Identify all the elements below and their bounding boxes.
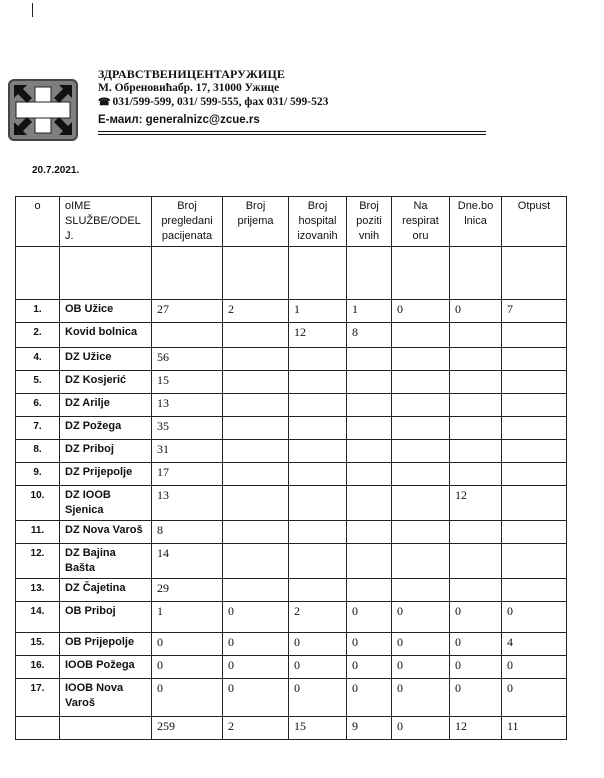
table-row bbox=[16, 656, 567, 679]
row-value-cell: 14 bbox=[152, 544, 223, 579]
column-header-respirator: Na respirat oru bbox=[392, 197, 450, 247]
row-number: 16. bbox=[16, 656, 60, 679]
row-value-cell: 0 bbox=[223, 633, 289, 656]
row-department-name: DZ Arilje bbox=[60, 394, 152, 417]
row-value-cell bbox=[392, 579, 450, 602]
row-value-cell bbox=[392, 463, 450, 486]
row-value-cell bbox=[392, 348, 450, 371]
row-value-cell bbox=[223, 348, 289, 371]
row-value-cell bbox=[223, 486, 289, 521]
row-value-cell: 0 bbox=[223, 656, 289, 679]
row-value-cell: 0 bbox=[502, 679, 567, 717]
row-value-cell bbox=[502, 486, 567, 521]
row-value-cell bbox=[392, 371, 450, 394]
row-value-cell: 0 bbox=[347, 656, 392, 679]
row-value-cell bbox=[450, 323, 502, 348]
row-value-cell: 0 bbox=[450, 300, 502, 323]
row-value-cell: 31 bbox=[152, 440, 223, 463]
row-department-name: DZ Priboj bbox=[60, 440, 152, 463]
row-value-cell: 1 bbox=[289, 300, 347, 323]
row-value-cell bbox=[223, 463, 289, 486]
table-header-row bbox=[16, 197, 567, 247]
row-value-cell bbox=[347, 417, 392, 440]
row-value-cell bbox=[450, 371, 502, 394]
organization-email: E-маил: generalnizc@zcue.rs bbox=[98, 114, 260, 126]
report-date: 20.7.2021. bbox=[32, 165, 80, 176]
row-value-cell bbox=[347, 463, 392, 486]
row-value-cell: 0 bbox=[392, 602, 450, 633]
row-value-cell: 15 bbox=[152, 371, 223, 394]
row-number: 12. bbox=[16, 544, 60, 579]
row-value-cell bbox=[223, 417, 289, 440]
row-value-cell: 0 bbox=[450, 656, 502, 679]
column-header-admissions: Broj prijema bbox=[223, 197, 289, 247]
letterhead-divider-bottom bbox=[98, 134, 486, 135]
totals-empty-cell bbox=[16, 717, 60, 740]
totals-value-cell: 259 bbox=[152, 717, 223, 740]
row-value-cell: 29 bbox=[152, 579, 223, 602]
totals-value-cell: 12 bbox=[450, 717, 502, 740]
telephone-icon: ☎ bbox=[98, 97, 111, 108]
row-value-cell: 2 bbox=[223, 300, 289, 323]
row-value-cell: 0 bbox=[347, 633, 392, 656]
row-value-cell: 0 bbox=[152, 656, 223, 679]
row-value-cell bbox=[223, 394, 289, 417]
totals-value-cell: 2 bbox=[223, 717, 289, 740]
totals-value-cell: 15 bbox=[289, 717, 347, 740]
row-number: 13. bbox=[16, 579, 60, 602]
row-department-name: DZ Prijepolje bbox=[60, 463, 152, 486]
row-number: 9. bbox=[16, 463, 60, 486]
row-value-cell: 13 bbox=[152, 486, 223, 521]
row-value-cell bbox=[347, 579, 392, 602]
row-value-cell bbox=[289, 486, 347, 521]
table-row bbox=[16, 440, 567, 463]
row-value-cell bbox=[223, 440, 289, 463]
row-value-cell bbox=[450, 521, 502, 544]
row-value-cell bbox=[450, 394, 502, 417]
row-value-cell bbox=[450, 463, 502, 486]
row-department-name: DZ Bajina Bašta bbox=[60, 544, 152, 579]
row-department-name: DZ Požega bbox=[60, 417, 152, 440]
row-value-cell: 17 bbox=[152, 463, 223, 486]
row-value-cell bbox=[392, 486, 450, 521]
row-value-cell bbox=[347, 371, 392, 394]
totals-value-cell: 9 bbox=[347, 717, 392, 740]
row-value-cell bbox=[289, 348, 347, 371]
row-value-cell: 8 bbox=[152, 521, 223, 544]
row-value-cell bbox=[347, 440, 392, 463]
row-value-cell: 12 bbox=[450, 486, 502, 521]
row-number: 6. bbox=[16, 394, 60, 417]
table-row bbox=[16, 486, 567, 521]
row-value-cell: 0 bbox=[450, 602, 502, 633]
totals-empty-cell bbox=[60, 717, 152, 740]
row-value-cell: 13 bbox=[152, 394, 223, 417]
row-department-name: Kovid bolnica bbox=[60, 323, 152, 348]
row-value-cell bbox=[223, 521, 289, 544]
row-value-cell: 7 bbox=[502, 300, 567, 323]
table-blank-row bbox=[16, 247, 567, 300]
column-header-department: oIME SLUŽBE/ODEL J. bbox=[60, 197, 152, 247]
row-value-cell: 12 bbox=[289, 323, 347, 348]
row-number: 1. bbox=[16, 300, 60, 323]
row-value-cell bbox=[289, 544, 347, 579]
table-row bbox=[16, 371, 567, 394]
row-value-cell: 0 bbox=[392, 679, 450, 717]
table-row bbox=[16, 417, 567, 440]
table-row bbox=[16, 579, 567, 602]
row-value-cell bbox=[450, 417, 502, 440]
row-value-cell bbox=[502, 394, 567, 417]
text-cursor bbox=[32, 3, 33, 17]
row-value-cell: 27 bbox=[152, 300, 223, 323]
row-department-name: OB Priboj bbox=[60, 602, 152, 633]
row-department-name: DZ Čajetina bbox=[60, 579, 152, 602]
row-value-cell bbox=[392, 544, 450, 579]
column-header-positive: Broj poziti vnih bbox=[347, 197, 392, 247]
row-number: 7. bbox=[16, 417, 60, 440]
row-value-cell: 0 bbox=[502, 656, 567, 679]
table-row bbox=[16, 394, 567, 417]
row-value-cell: 35 bbox=[152, 417, 223, 440]
row-number: 4. bbox=[16, 348, 60, 371]
row-value-cell bbox=[289, 579, 347, 602]
table-row bbox=[16, 521, 567, 544]
column-header-hospitalized: Broj hospital izovanih bbox=[289, 197, 347, 247]
row-value-cell bbox=[450, 348, 502, 371]
letterhead bbox=[98, 67, 518, 127]
row-value-cell bbox=[502, 348, 567, 371]
row-value-cell bbox=[347, 521, 392, 544]
row-department-name: DZ Užice bbox=[60, 348, 152, 371]
row-number: 10. bbox=[16, 486, 60, 521]
organization-address: М. Обреновићабр. 17, 31000 Ужице bbox=[98, 82, 280, 94]
organization-name: ЗДРАВСТВЕНИЦЕНТАРУЖИЦЕ bbox=[98, 67, 285, 81]
row-value-cell: 0 bbox=[347, 602, 392, 633]
row-value-cell: 1 bbox=[347, 300, 392, 323]
table-row bbox=[16, 679, 567, 717]
row-value-cell bbox=[289, 371, 347, 394]
row-value-cell bbox=[347, 486, 392, 521]
row-value-cell bbox=[502, 371, 567, 394]
row-value-cell bbox=[289, 394, 347, 417]
row-value-cell: 0 bbox=[152, 679, 223, 717]
row-value-cell bbox=[289, 440, 347, 463]
row-value-cell: 0 bbox=[450, 679, 502, 717]
row-value-cell bbox=[223, 371, 289, 394]
row-value-cell: 0 bbox=[223, 679, 289, 717]
row-value-cell: 0 bbox=[223, 602, 289, 633]
table-row bbox=[16, 602, 567, 633]
column-header-discharge: Otpust bbox=[502, 197, 567, 247]
row-value-cell bbox=[223, 323, 289, 348]
table-row bbox=[16, 323, 567, 348]
row-value-cell bbox=[502, 521, 567, 544]
table-row bbox=[16, 463, 567, 486]
row-number: 8. bbox=[16, 440, 60, 463]
row-value-cell bbox=[289, 417, 347, 440]
row-value-cell: 0 bbox=[392, 656, 450, 679]
column-header-day-hospital: Dne.bo lnica bbox=[450, 197, 502, 247]
row-value-cell bbox=[392, 440, 450, 463]
row-value-cell bbox=[450, 579, 502, 602]
row-value-cell bbox=[392, 417, 450, 440]
row-value-cell bbox=[450, 440, 502, 463]
row-department-name: IOOB Nova Varoš bbox=[60, 679, 152, 717]
table-totals-row bbox=[16, 717, 567, 740]
row-value-cell bbox=[502, 544, 567, 579]
totals-value-cell: 0 bbox=[392, 717, 450, 740]
row-number: 11. bbox=[16, 521, 60, 544]
row-value-cell: 2 bbox=[289, 602, 347, 633]
organization-phone-line bbox=[98, 95, 518, 110]
table-row bbox=[16, 633, 567, 656]
row-value-cell bbox=[502, 440, 567, 463]
row-department-name: OB Užice bbox=[60, 300, 152, 323]
row-value-cell bbox=[347, 348, 392, 371]
row-value-cell bbox=[347, 394, 392, 417]
row-number: 15. bbox=[16, 633, 60, 656]
row-department-name: IOOB Požega bbox=[60, 656, 152, 679]
row-value-cell bbox=[502, 579, 567, 602]
row-number: 2. bbox=[16, 323, 60, 348]
row-value-cell: 0 bbox=[289, 633, 347, 656]
health-center-logo bbox=[8, 79, 78, 141]
row-value-cell: 0 bbox=[450, 633, 502, 656]
row-value-cell: 0 bbox=[392, 300, 450, 323]
column-header-examined: Broj pregledani pacijenata bbox=[152, 197, 223, 247]
report-table bbox=[15, 196, 567, 740]
row-value-cell bbox=[502, 323, 567, 348]
row-value-cell bbox=[152, 323, 223, 348]
row-value-cell bbox=[392, 521, 450, 544]
column-header-number: o bbox=[16, 197, 60, 247]
table-row bbox=[16, 348, 567, 371]
cross-arrows-icon bbox=[10, 81, 76, 139]
table-row bbox=[16, 544, 567, 579]
table-row bbox=[16, 300, 567, 323]
row-value-cell bbox=[450, 544, 502, 579]
row-value-cell: 4 bbox=[502, 633, 567, 656]
row-department-name: DZ Nova Varoš bbox=[60, 521, 152, 544]
row-value-cell bbox=[347, 544, 392, 579]
row-number: 14. bbox=[16, 602, 60, 633]
row-value-cell: 0 bbox=[289, 679, 347, 717]
row-value-cell bbox=[223, 579, 289, 602]
row-value-cell: 56 bbox=[152, 348, 223, 371]
row-value-cell bbox=[502, 417, 567, 440]
row-value-cell: 0 bbox=[392, 633, 450, 656]
row-value-cell bbox=[289, 521, 347, 544]
row-number: 5. bbox=[16, 371, 60, 394]
row-department-name: OB Prijepolje bbox=[60, 633, 152, 656]
row-value-cell: 1 bbox=[152, 602, 223, 633]
row-value-cell: 8 bbox=[347, 323, 392, 348]
row-value-cell bbox=[392, 394, 450, 417]
row-value-cell bbox=[223, 544, 289, 579]
row-value-cell bbox=[502, 463, 567, 486]
row-value-cell: 0 bbox=[502, 602, 567, 633]
organization-phone: 031/599-599, 031/ 599-555, фах 031/ 599-523 bbox=[112, 96, 329, 108]
totals-value-cell: 11 bbox=[502, 717, 567, 740]
row-number: 17. bbox=[16, 679, 60, 717]
row-value-cell: 0 bbox=[347, 679, 392, 717]
row-department-name: DZ Kosjerić bbox=[60, 371, 152, 394]
letterhead-divider-top bbox=[98, 131, 486, 132]
row-value-cell bbox=[289, 463, 347, 486]
row-department-name: DZ IOOB Sjenica bbox=[60, 486, 152, 521]
row-value-cell: 0 bbox=[152, 633, 223, 656]
row-value-cell bbox=[392, 323, 450, 348]
row-value-cell: 0 bbox=[289, 656, 347, 679]
